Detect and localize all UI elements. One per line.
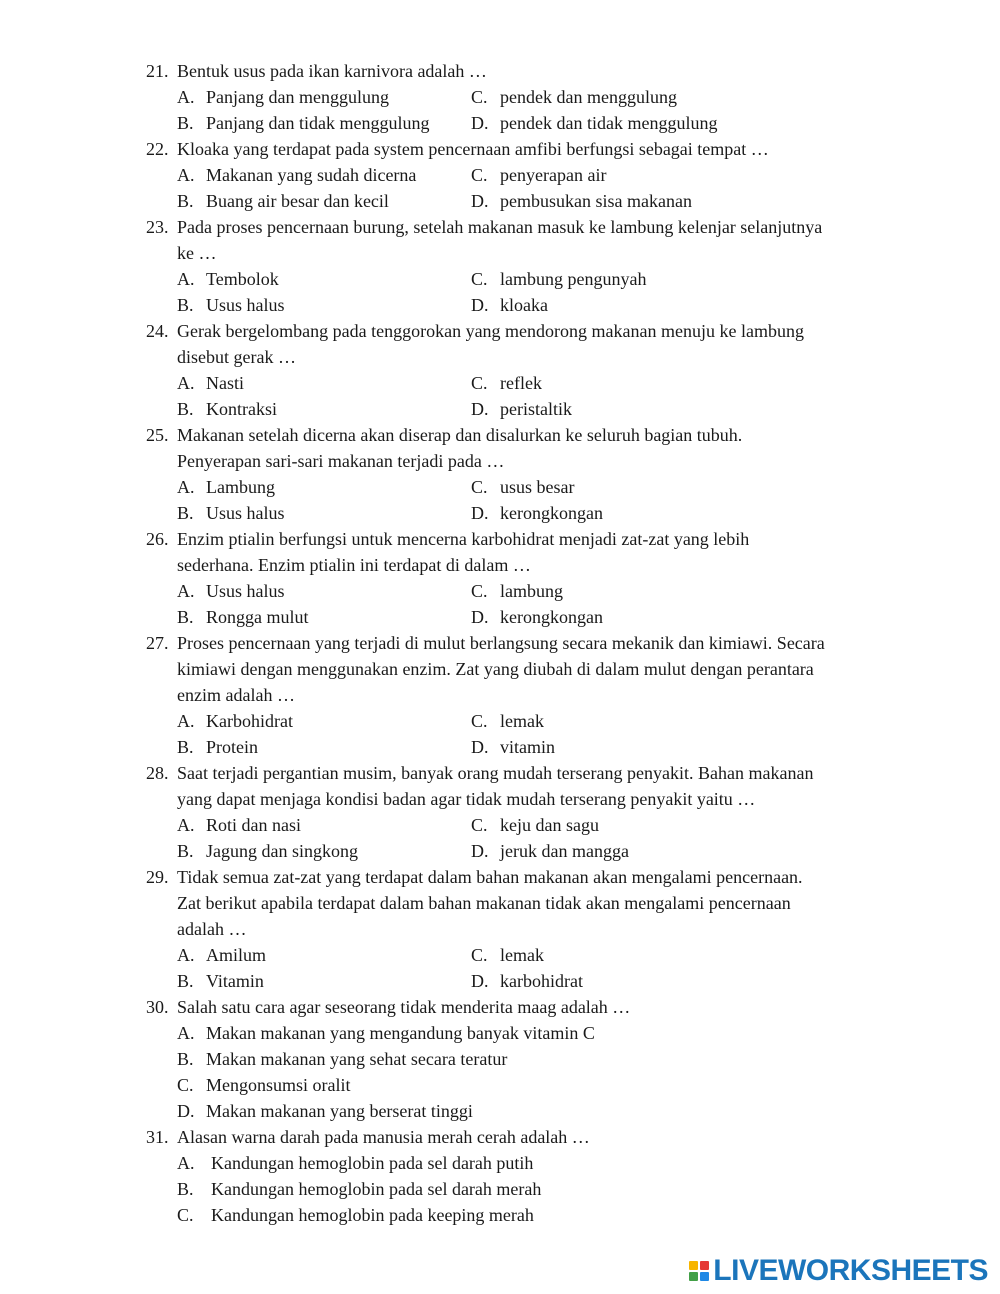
option-row [0, 110, 1000, 136]
option-row [0, 266, 1000, 292]
option-text: Rongga mulut [206, 607, 309, 627]
option-row [0, 1202, 1000, 1228]
answer-option[interactable] [471, 838, 629, 864]
option-letter: B. [177, 399, 194, 419]
option-text: pembusukan sisa makanan [500, 191, 692, 211]
answer-option[interactable] [177, 1098, 473, 1124]
option-text: Usus halus [206, 295, 285, 315]
option-letter: C. [471, 373, 488, 393]
question-line [0, 448, 1000, 474]
option-text: Makan makanan yang sehat secara teratur [206, 1049, 508, 1069]
option-text: Amilum [206, 945, 267, 965]
answer-option[interactable] [177, 500, 285, 526]
question-number: 26. [146, 529, 169, 549]
question-text: yang dapat menjaga kondisi badan agar tidak mudah terserang penyakit yaitu … [177, 789, 756, 809]
question-text: Pada proses pencernaan burung, setelah makanan masuk ke lambung kelenjar selanjutnya [177, 217, 823, 237]
option-letter: A. [177, 815, 195, 835]
option-letter: C. [471, 945, 488, 965]
option-text: Kandungan hemoglobin pada keeping merah [211, 1205, 534, 1225]
question-line [0, 890, 1000, 916]
option-text: Jagung dan singkong [206, 841, 358, 861]
answer-option[interactable] [177, 708, 293, 734]
option-row [0, 942, 1000, 968]
question-text: Enzim ptialin berfungsi untuk mencerna karbohidrat menjadi zat-zat yang lebih [177, 529, 750, 549]
option-text: Buang air besar dan kecil [206, 191, 389, 211]
question-line [0, 552, 1000, 578]
option-text: reflek [500, 373, 542, 393]
option-text: penyerapan air [500, 165, 607, 185]
answer-option[interactable] [177, 370, 244, 396]
answer-option[interactable] [177, 84, 389, 110]
option-text: Nasti [206, 373, 244, 393]
question-25 [0, 422, 1000, 526]
option-letter: D. [471, 737, 489, 757]
option-text: kerongkongan [500, 607, 603, 627]
question-text: sederhana. Enzim ptialin ini terdapat di dalam … [177, 555, 531, 575]
option-letter: B. [177, 113, 194, 133]
answer-option[interactable] [177, 812, 301, 838]
question-number: 31. [146, 1127, 169, 1147]
option-letter: D. [471, 399, 489, 419]
option-letter: A. [177, 269, 195, 289]
question-number: 24. [146, 321, 169, 341]
answer-option[interactable] [471, 968, 583, 994]
answer-option[interactable] [471, 734, 555, 760]
option-letter: D. [177, 1101, 195, 1121]
answer-option[interactable] [177, 1202, 534, 1228]
question-line [0, 136, 1000, 162]
option-letter: C. [471, 815, 488, 835]
question-line [0, 682, 1000, 708]
option-row [0, 1098, 1000, 1124]
option-text: Mengonsumsi oralit [206, 1075, 351, 1095]
question-text: Kloaka yang terdapat pada system pencernaan amfibi berfungsi sebagai tempat … [177, 139, 769, 159]
option-text: pendek dan menggulung [500, 87, 677, 107]
option-text: Kandungan hemoglobin pada sel darah putih [211, 1153, 534, 1173]
answer-option[interactable] [177, 188, 389, 214]
question-line [0, 760, 1000, 786]
answer-option[interactable] [471, 708, 544, 734]
option-text: karbohidrat [500, 971, 583, 991]
option-letter: B. [177, 1049, 194, 1069]
logo-text: LIVEWORKSHEETS [713, 1254, 988, 1287]
question-line [0, 422, 1000, 448]
option-text: Makanan yang sudah dicerna [206, 165, 417, 185]
question-22 [0, 136, 1000, 214]
option-text: keju dan sagu [500, 815, 599, 835]
option-row [0, 812, 1000, 838]
question-28 [0, 760, 1000, 864]
question-21 [0, 58, 1000, 136]
option-row [0, 292, 1000, 318]
option-row [0, 1150, 1000, 1176]
question-line [0, 240, 1000, 266]
option-letter: B. [177, 503, 194, 523]
option-row [0, 734, 1000, 760]
option-row [0, 708, 1000, 734]
option-text: kloaka [500, 295, 548, 315]
question-text: kimiawi dengan menggunakan enzim. Zat yang diubah di dalam mulut dengan perantara [177, 659, 814, 679]
answer-option[interactable] [471, 812, 599, 838]
answer-option[interactable] [177, 162, 416, 188]
answer-option[interactable] [177, 838, 358, 864]
option-letter: B. [177, 841, 194, 861]
option-letter: C. [471, 269, 488, 289]
question-number: 30. [146, 997, 169, 1017]
question-line [0, 214, 1000, 240]
answer-option[interactable] [177, 396, 277, 422]
option-letter: B. [177, 737, 194, 757]
worksheet [0, 58, 1000, 1228]
answer-option[interactable] [471, 604, 603, 630]
question-number: 21. [146, 61, 169, 81]
question-number: 28. [146, 763, 169, 783]
option-letter: A. [177, 165, 195, 185]
question-text: ke … [177, 243, 217, 263]
option-letter: C. [471, 87, 488, 107]
option-letter: B. [177, 607, 194, 627]
option-letter: A. [177, 373, 195, 393]
option-letter: D. [471, 295, 489, 315]
option-letter: A. [177, 1023, 195, 1043]
option-text: peristaltik [500, 399, 572, 419]
answer-option[interactable] [177, 1020, 595, 1046]
option-text: lemak [500, 711, 544, 731]
question-line [0, 318, 1000, 344]
logo-mark-icon [689, 1261, 709, 1281]
option-row [0, 162, 1000, 188]
question-number: 27. [146, 633, 169, 653]
option-row [0, 1046, 1000, 1072]
option-text: vitamin [500, 737, 555, 757]
answer-option[interactable] [177, 266, 279, 292]
option-text: Kontraksi [206, 399, 277, 419]
option-text: Panjang dan tidak menggulung [206, 113, 430, 133]
question-text: adalah … [177, 919, 247, 939]
option-row [0, 578, 1000, 604]
logo-square [700, 1272, 709, 1281]
option-letter: B. [177, 295, 194, 315]
question-text: Gerak bergelombang pada tenggorokan yang mendorong makanan menuju ke lambung [177, 321, 804, 341]
answer-option[interactable] [177, 474, 275, 500]
answer-option[interactable] [471, 84, 677, 110]
question-line [0, 994, 1000, 1020]
question-number: 22. [146, 139, 169, 159]
option-text: Lambung [206, 477, 275, 497]
logo-square [689, 1261, 698, 1270]
logo-square [700, 1261, 709, 1270]
option-letter: D. [471, 607, 489, 627]
option-letter: C. [177, 1075, 194, 1095]
option-text: Kandungan hemoglobin pada sel darah merah [211, 1179, 542, 1199]
answer-option[interactable] [471, 474, 575, 500]
answer-option[interactable] [177, 292, 285, 318]
question-29 [0, 864, 1000, 994]
question-text: Bentuk usus pada ikan karnivora adalah … [177, 61, 487, 81]
question-line [0, 1124, 1000, 1150]
question-line [0, 526, 1000, 552]
question-number: 25. [146, 425, 169, 445]
answer-option[interactable] [471, 500, 603, 526]
answer-option[interactable] [177, 1150, 533, 1176]
answer-option[interactable] [177, 942, 266, 968]
answer-option[interactable] [177, 1176, 541, 1202]
liveworksheets-logo[interactable] [689, 1254, 988, 1288]
answer-option[interactable] [471, 578, 563, 604]
option-letter: A. [177, 477, 195, 497]
option-text: Tembolok [206, 269, 279, 289]
option-letter: A. [177, 87, 195, 107]
option-letter: A. [177, 581, 195, 601]
option-letter: B. [177, 971, 194, 991]
question-30 [0, 994, 1000, 1124]
answer-option[interactable] [177, 968, 264, 994]
option-text: Roti dan nasi [206, 815, 301, 835]
question-line [0, 630, 1000, 656]
question-text: Makanan setelah dicerna akan diserap dan disalurkan ke seluruh bagian tubuh. [177, 425, 743, 445]
question-27 [0, 630, 1000, 760]
option-text: jeruk dan mangga [500, 841, 629, 861]
answer-option[interactable] [177, 578, 285, 604]
answer-option[interactable] [471, 292, 548, 318]
option-text: lambung [500, 581, 563, 601]
answer-option[interactable] [177, 604, 309, 630]
question-23 [0, 214, 1000, 318]
question-text: enzim adalah … [177, 685, 295, 705]
option-text: Usus halus [206, 581, 285, 601]
question-number: 29. [146, 867, 169, 887]
option-text: lemak [500, 945, 544, 965]
answer-option[interactable] [471, 266, 646, 292]
option-letter: B. [177, 191, 194, 211]
option-letter: A. [177, 711, 195, 731]
option-text: Karbohidrat [206, 711, 293, 731]
question-26 [0, 526, 1000, 630]
option-text: Makan makanan yang mengandung banyak vitamin C [206, 1023, 595, 1043]
option-text: Vitamin [206, 971, 264, 991]
logo-square [689, 1272, 698, 1281]
question-text: Zat berikut apabila terdapat dalam bahan makanan tidak akan mengalami pencernaan [177, 893, 791, 913]
question-text: Penyerapan sari-sari makanan terjadi pada … [177, 451, 505, 471]
option-row [0, 838, 1000, 864]
option-row [0, 1072, 1000, 1098]
option-letter: B. [177, 1179, 194, 1199]
option-row [0, 370, 1000, 396]
option-row [0, 84, 1000, 110]
question-31 [0, 1124, 1000, 1228]
option-row [0, 396, 1000, 422]
option-letter: D. [471, 971, 489, 991]
option-text: Makan makanan yang berserat tinggi [206, 1101, 473, 1121]
option-letter: D. [471, 841, 489, 861]
option-letter: C. [471, 711, 488, 731]
option-row [0, 1020, 1000, 1046]
option-text: usus besar [500, 477, 575, 497]
question-line [0, 916, 1000, 942]
question-line [0, 656, 1000, 682]
question-line [0, 344, 1000, 370]
question-text: Tidak semua zat-zat yang terdapat dalam bahan makanan akan mengalami pencernaan. [177, 867, 803, 887]
option-text: lambung pengunyah [500, 269, 647, 289]
option-row [0, 188, 1000, 214]
option-row [0, 1176, 1000, 1202]
question-line [0, 58, 1000, 84]
question-24 [0, 318, 1000, 422]
option-letter: C. [471, 477, 488, 497]
question-text: Salah satu cara agar seseorang tidak menderita maag adalah … [177, 997, 631, 1017]
option-letter: D. [471, 191, 489, 211]
question-line [0, 864, 1000, 890]
question-text: Saat terjadi pergantian musim, banyak orang mudah terserang penyakit. Bahan makanan [177, 763, 814, 783]
option-text: Protein [206, 737, 258, 757]
option-letter: D. [471, 503, 489, 523]
answer-option[interactable] [471, 162, 606, 188]
answer-option[interactable] [471, 110, 717, 136]
option-letter: D. [471, 113, 489, 133]
option-row [0, 604, 1000, 630]
option-text: kerongkongan [500, 503, 603, 523]
option-row [0, 500, 1000, 526]
question-number: 23. [146, 217, 169, 237]
option-letter: C. [471, 581, 488, 601]
answer-option[interactable] [471, 188, 692, 214]
question-text: Proses pencernaan yang terjadi di mulut berlangsung secara mekanik dan kimiawi. Secara [177, 633, 825, 653]
question-text: disebut gerak … [177, 347, 296, 367]
question-line [0, 786, 1000, 812]
answer-option[interactable] [471, 370, 542, 396]
option-letter: C. [177, 1205, 194, 1225]
option-letter: A. [177, 945, 195, 965]
answer-option[interactable] [177, 734, 258, 760]
option-letter: A. [177, 1153, 195, 1173]
option-letter: C. [471, 165, 488, 185]
answer-option[interactable] [471, 396, 572, 422]
answer-option[interactable] [177, 110, 429, 136]
option-text: Panjang dan menggulung [206, 87, 389, 107]
option-text: pendek dan tidak menggulung [500, 113, 718, 133]
answer-option[interactable] [177, 1072, 351, 1098]
option-row [0, 968, 1000, 994]
answer-option[interactable] [177, 1046, 507, 1072]
answer-option[interactable] [471, 942, 544, 968]
option-row [0, 474, 1000, 500]
option-text: Usus halus [206, 503, 285, 523]
question-text: Alasan warna darah pada manusia merah cerah adalah … [177, 1127, 590, 1147]
